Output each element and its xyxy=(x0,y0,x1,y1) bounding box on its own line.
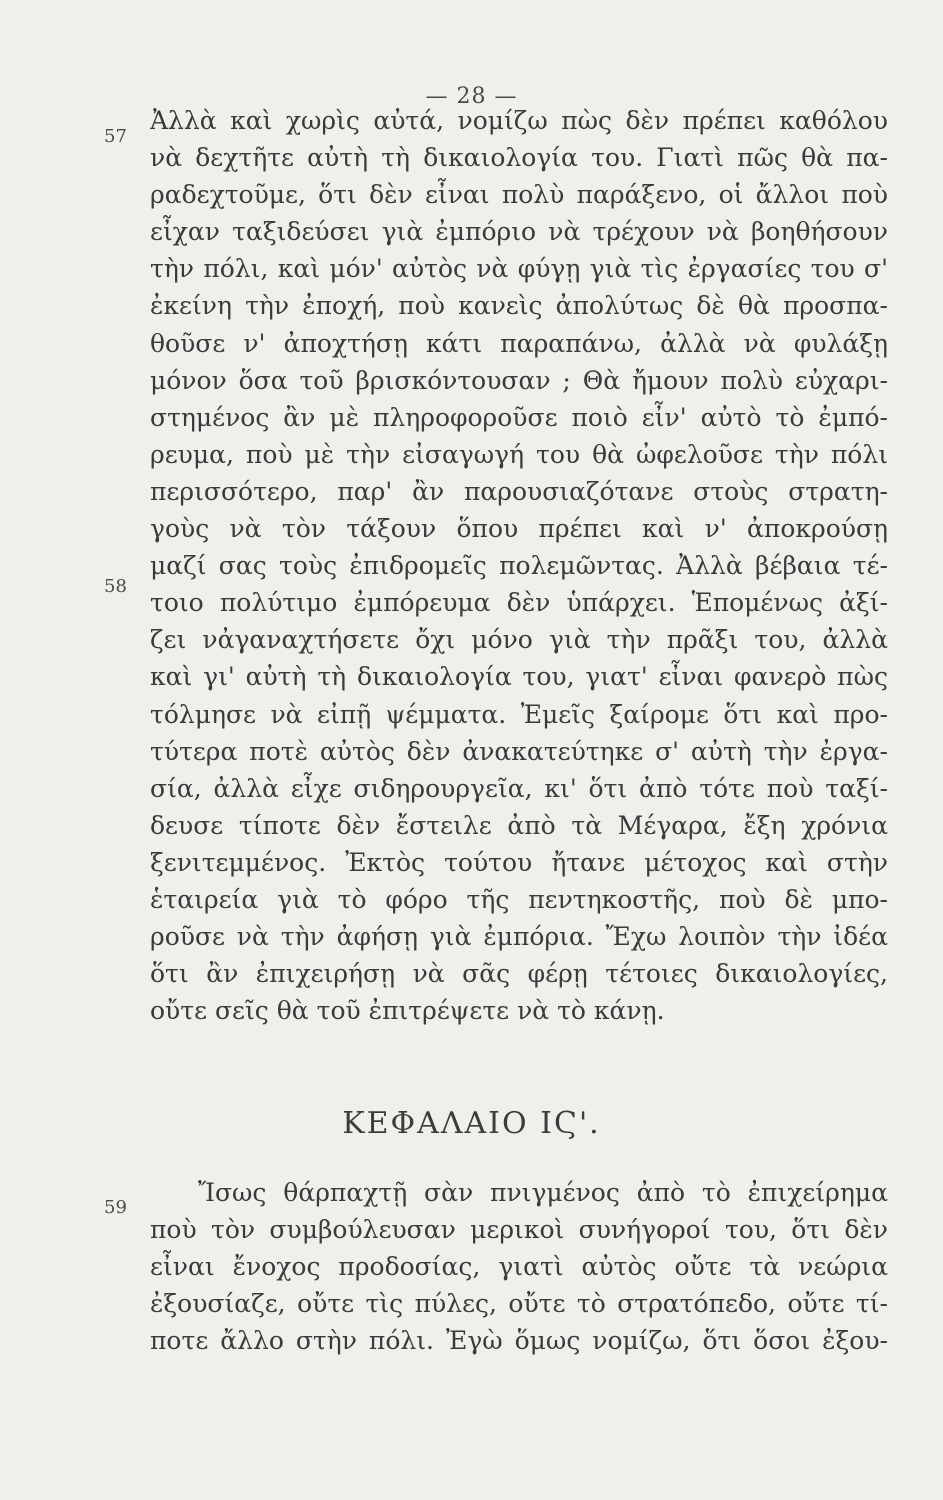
main-text-section-2 xyxy=(150,1174,888,1359)
text-line: οὔτε σεῖς θὰ τοῦ ἐπιτρέψετε νὰ τὸ κάνῃ. xyxy=(150,996,665,1026)
text-line: ποτε ἄλλο στὴν πόλι. Ἐγὼ ὅμως νομίζω, ὅτι ὅσοι ἐξου- xyxy=(150,1326,888,1356)
text-line: γοὺς νὰ τὸν τάξουν ὅπου πρέπει καὶ ν' ἀποκρούσῃ xyxy=(150,514,888,544)
text-line: Ἀλλὰ καὶ χωρὶς αὐτά, νομίζω πὼς δὲν πρέπει καθόλου xyxy=(150,106,888,135)
text-line: ραδεχτοῦμε, ὅτι δὲν εἶναι πολὺ παράξενο, οἱ ἄλλοι ποὺ xyxy=(150,180,888,210)
text-line: περισσότερο, παρ' ἂν παρουσιαζότανε στοὺς στρατη- xyxy=(150,476,888,506)
text-line: μαζί σας τοὺς ἐπιδρομεῖς πολεμῶντας. Ἀλλὰ βέβαια τέ- xyxy=(150,551,888,581)
text-line: δευσε τίποτε δὲν ἔστειλε ἀπὸ τὰ Μέγαρα, ἔξη χρόνια xyxy=(150,810,888,840)
text-line: τοιο πολύτιμο ἐμπόρευμα δὲν ὑπάρχει. Ἑπομένως ἀξί- xyxy=(150,588,888,618)
text-line: νὰ δεχτῆτε αὐτὴ τὴ δικαιολογία του. Γιατὶ πῶς θὰ πα- xyxy=(150,143,888,173)
text-line: εἶχαν ταξιδεύσει γιὰ ἐμπόριο νὰ τρέχουν νὰ βοηθήσουν xyxy=(150,217,888,247)
main-text-section-1 xyxy=(150,102,888,1029)
text-line: ρευμα, ποὺ μὲ τὴν εἰσαγωγή του θὰ ὠφελοῦσε τὴν πόλι xyxy=(150,439,888,469)
margin-number-59: 59 xyxy=(104,1197,127,1218)
text-line: μόνον ὅσα τοῦ βρισκόντουσαν ; Θὰ ἤμουν πολὺ εὐχαρι- xyxy=(150,365,888,395)
text-line: ἐκείνη τὴν ἐποχή, ποὺ κανεὶς ἀπολύτως δὲ θὰ προσπα- xyxy=(150,291,888,321)
text-line: ροῦσε νὰ τὴν ἀφήσῃ γιὰ ἐμπόρια. Ἔχω λοιπὸν τὴν ἰδέα xyxy=(150,922,888,952)
text-line: Ἴσως θάρπαχτῇ σὰν πνιγμένος ἀπὸ τὸ ἐπιχείρημα xyxy=(198,1178,888,1207)
text-line: ζει νἀγαναχτήσετε ὄχι μόνο γιὰ τὴν πρᾶξι του, ἀλλὰ xyxy=(150,625,888,655)
text-line: ποὺ τὸν συμβούλευσαν μερικοὶ συνήγοροί του, ὅτι δὲν xyxy=(150,1215,888,1245)
page-number: — 28 — xyxy=(425,84,518,109)
text-line: ξενιτεμμένος. Ἐκτὸς τούτου ἤτανε μέτοχος καὶ στὴν xyxy=(150,847,888,877)
text-line: τὴν πόλι, καὶ μόν' αὐτὸς νὰ φύγῃ γιὰ τὶς ἐργασίες του σ' xyxy=(150,254,888,284)
text-line: τύτερα ποτὲ αὐτὸς δὲν ἀνακατεύτηκε σ' αὐτὴ τὴν ἐργα- xyxy=(150,736,888,766)
text-line: εἶναι ἔνοχος προδοσίας, γιατὶ αὐτὸς οὔτε τὰ νεώρια xyxy=(150,1252,888,1282)
text-line: στημένος ἂν μὲ πληροφοροῦσε ποιὸ εἶν' αὐτὸ τὸ ἐμπό- xyxy=(150,402,888,432)
margin-number-57: 57 xyxy=(104,126,127,147)
text-line: θοῦσε ν' ἀποχτήσῃ κάτι παραπάνω, ἀλλὰ νὰ φυλάξῃ xyxy=(150,328,888,358)
chapter-title: ΚΕΦΑΛΑΙΟ ΙϚ'. xyxy=(342,1106,601,1141)
margin-number-58: 58 xyxy=(104,576,127,597)
text-line: σία, ἀλλὰ εἶχε σιδηρουργεῖα, κι' ὅτι ἀπὸ τότε ποὺ ταξί- xyxy=(150,773,888,803)
text-line: ἐξουσίαζε, οὔτε τὶς πύλες, οὔτε τὸ στρατόπεδο, οὔτε τί- xyxy=(150,1289,888,1319)
text-line: ὅτι ἂν ἐπιχειρήσῃ νὰ σᾶς φέρῃ τέτοιες δικαιολογίες, xyxy=(150,959,888,989)
text-line: καὶ γι' αὐτὴ τὴ δικαιολογία του, γιατ' εἶναι φανερὸ πὼς xyxy=(150,662,888,692)
text-line: ἑταιρεία γιὰ τὸ φόρο τῆς πεντηκοστῆς, ποὺ δὲ μπο- xyxy=(150,884,888,914)
text-line: τόλμησε νὰ εἰπῇ ψέμματα. Ἐμεῖς ξαίρομε ὅτι καὶ προ- xyxy=(150,699,888,729)
